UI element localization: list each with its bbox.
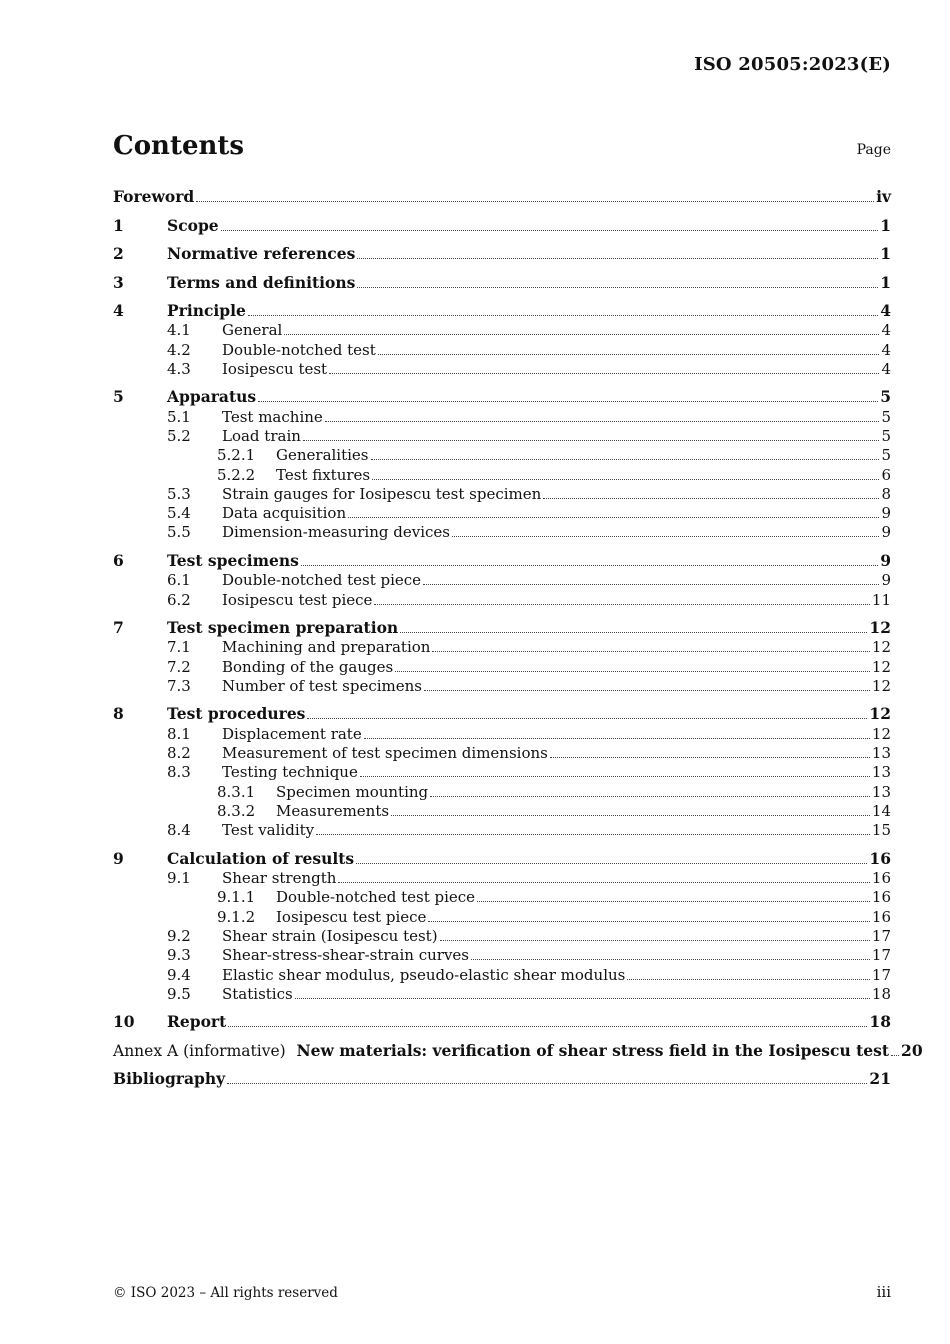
toc-entry-number: 9.4: [167, 965, 191, 984]
toc-entry-title: [222, 985, 293, 1003]
toc-entry-page: 1: [880, 272, 891, 292]
dot-leader: [325, 421, 880, 422]
toc-entry-title: [222, 763, 358, 781]
toc-entry[interactable]: [113, 589, 891, 608]
toc-entry[interactable]: [113, 464, 891, 483]
toc-entry-number: 6.1: [167, 571, 191, 590]
toc-entry[interactable]: [113, 781, 891, 800]
toc-entry-number: 7.1: [167, 638, 191, 657]
toc-entry-page: 9: [881, 523, 891, 542]
toc-entry[interactable]: [113, 386, 891, 406]
toc-entry-label: Load train: [222, 426, 301, 445]
toc-entry-number: 6.2: [167, 590, 191, 609]
toc-entry-label: New materials: verification of shear stress field in the Iosipescu test: [296, 1040, 890, 1060]
dot-leader: [372, 479, 879, 480]
toc-entry-number: 5: [113, 387, 124, 407]
toc-entry-number: 4: [113, 301, 124, 320]
toc-entry-label: Testing technique: [222, 763, 358, 782]
toc-entry-title: [222, 638, 430, 656]
toc-entry[interactable]: [113, 617, 891, 637]
dot-leader: [395, 671, 870, 672]
toc-entry-number: 9.1: [167, 869, 191, 888]
toc-entry[interactable]: [113, 926, 891, 945]
toc-entry-number: 5.2.2: [217, 465, 256, 484]
toc-entry-label: Test machine: [222, 407, 323, 426]
toc-entry-title: [167, 618, 398, 637]
dot-leader: [423, 584, 879, 585]
toc-entry-label: Principle: [167, 301, 246, 320]
toc-entry-title: [276, 888, 475, 906]
dot-leader: [356, 863, 867, 864]
toc-entry-label: Test procedures: [167, 704, 306, 724]
annex-prefix: Annex A (informative): [113, 1041, 286, 1060]
dot-leader: [329, 373, 879, 374]
toc-entry-number: 5.3: [167, 484, 191, 503]
dot-leader: [357, 258, 878, 259]
toc-entry-page: 4: [881, 321, 891, 340]
toc-entry[interactable]: [113, 300, 891, 320]
toc-entry-number: 8.3.2: [217, 801, 256, 820]
toc-entry-number: 8.3: [167, 763, 191, 782]
toc-entry-number: 4.2: [167, 340, 191, 359]
toc-entry-title: [222, 725, 362, 743]
toc-entry-title: [167, 849, 354, 868]
dot-leader: [248, 315, 878, 316]
toc-entry-number: 9.2: [167, 926, 191, 945]
toc-entry-page: 21: [869, 1069, 891, 1089]
toc-entry[interactable]: [113, 801, 891, 820]
toc-entry-page: 13: [871, 763, 891, 782]
dot-leader: [316, 834, 870, 835]
toc-entry[interactable]: [113, 1011, 891, 1031]
toc-entry-label: Shear strength: [222, 869, 337, 888]
toc-entry-label: Statistics: [222, 984, 293, 1003]
toc-entry-number: 9.1.2: [217, 907, 256, 926]
toc-entry-number: 5.5: [167, 523, 191, 542]
dot-leader: [228, 1026, 867, 1027]
dot-leader: [364, 738, 870, 739]
toc-entry-page: 5: [880, 387, 891, 407]
toc-entry-number: 1: [113, 215, 124, 235]
dot-leader: [428, 921, 869, 922]
toc-entry[interactable]: [113, 186, 891, 206]
toc-entry[interactable]: [113, 215, 891, 235]
toc-entry-page: 18: [871, 984, 891, 1003]
toc-entry-number: 3: [113, 272, 124, 292]
toc-entry-title: [222, 869, 336, 887]
toc-entry-page: 12: [871, 657, 891, 676]
toc-entry-number: 7: [113, 618, 124, 638]
toc-entry[interactable]: [113, 743, 891, 762]
toc-entry-number: 9.1.1: [217, 888, 256, 907]
toc-entry-title: [222, 658, 393, 676]
toc-entry-label: Test specimens: [167, 550, 299, 570]
toc-entry-page: 5: [881, 426, 891, 445]
toc-entry-title: [167, 1012, 226, 1031]
dot-leader: [221, 230, 879, 231]
dot-leader: [378, 354, 880, 355]
toc-entry-label: Shear-stress-shear-strain curves: [222, 946, 469, 965]
toc-entry-title: [167, 273, 355, 292]
toc-entry-number: 10: [113, 1012, 135, 1032]
dot-leader: [400, 632, 867, 633]
toc-entry-title: [222, 408, 323, 426]
toc-entry[interactable]: [113, 964, 891, 983]
toc-entry-title: [222, 744, 548, 762]
footer-page-number: iii: [876, 1283, 891, 1301]
toc-entry-page: 15: [871, 821, 891, 840]
footer-copyright: © ISO 2023 – All rights reserved: [113, 1285, 338, 1301]
toc-entry[interactable]: [113, 820, 891, 839]
toc-entry-title: [222, 427, 301, 445]
toc-entry[interactable]: [113, 1040, 923, 1060]
toc-entry-page: 16: [869, 848, 891, 868]
toc-entry-title: [167, 216, 219, 235]
page-title: Contents: [113, 131, 245, 161]
toc-entry-label: Measurement of test specimen dimensions: [222, 744, 548, 763]
toc-entry-title: [113, 1069, 225, 1088]
toc-entry-page: 14: [871, 801, 891, 820]
toc-entry-title: [222, 927, 438, 945]
toc-entry[interactable]: [113, 503, 891, 522]
toc-entry-page: 20: [901, 1040, 923, 1060]
toc-entry-title: [222, 504, 346, 522]
dot-leader: [550, 757, 870, 758]
toc-entry-title: [222, 591, 372, 609]
toc-entry-number: 8: [113, 704, 124, 724]
toc-entry[interactable]: [113, 656, 891, 675]
dot-leader: [477, 901, 870, 902]
toc-entry-page: 9: [880, 550, 891, 570]
toc-entry-number: 5.4: [167, 504, 191, 523]
toc-entry-label: Test validity: [222, 821, 315, 840]
toc-entry-label: Iosipescu test piece: [222, 590, 373, 609]
toc-entry-label: Terms and definitions: [167, 272, 356, 292]
toc-entry-label: Double-notched test: [222, 340, 376, 359]
toc-entry-title: [222, 341, 376, 359]
toc-entry-title: [222, 966, 625, 984]
toc-entry[interactable]: [113, 676, 891, 695]
toc-entry-number: 9.5: [167, 984, 191, 1003]
toc-entry-page: 8: [881, 484, 891, 503]
toc-entry-title: [276, 802, 389, 820]
dot-leader: [196, 201, 874, 202]
toc-entry-label: Generalities: [276, 446, 369, 465]
toc-entry-number: 6: [113, 550, 124, 570]
toc-entry-page: 16: [871, 869, 891, 888]
toc-entry-number: 4.1: [167, 321, 191, 340]
toc-entry-page: 18: [869, 1012, 891, 1032]
toc-entry-page: 13: [871, 782, 891, 801]
page-column-label: Page: [856, 142, 891, 158]
toc-entry[interactable]: [113, 703, 891, 723]
toc-entry-page: 9: [881, 504, 891, 523]
toc-entry-title: [222, 946, 469, 964]
toc-entry[interactable]: [113, 984, 891, 1003]
toc-entry[interactable]: [113, 426, 891, 445]
toc-entry-number: 8.2: [167, 744, 191, 763]
toc-entry[interactable]: [113, 484, 891, 503]
toc-entry-title: [167, 387, 256, 406]
toc-entry-label: Strain gauges for Iosipescu test specimen: [222, 484, 542, 503]
toc-entry-number: 9.3: [167, 946, 191, 965]
toc-entry-number: 8.1: [167, 724, 191, 743]
toc-entry-title: [222, 485, 541, 503]
toc-entry[interactable]: [113, 945, 891, 964]
toc-entry-page: 4: [881, 359, 891, 378]
toc-entry-label: Iosipescu test piece: [276, 907, 427, 926]
dot-leader: [227, 1083, 867, 1084]
toc-entry-number: 7.3: [167, 676, 191, 695]
toc-entry-page: 17: [871, 926, 891, 945]
toc-entry-page: 4: [880, 301, 891, 320]
toc-entry-title: [222, 523, 450, 541]
toc-entry-label: Normative references: [167, 244, 356, 263]
toc-entry-number: 8.3.1: [217, 782, 256, 801]
toc-entry-page: 4: [881, 340, 891, 359]
dot-leader: [357, 287, 878, 288]
toc-entry-page: 12: [871, 724, 891, 743]
toc-entry-page: 13: [871, 744, 891, 763]
toc-entry-page: 9: [881, 571, 891, 590]
toc-entry-label: Data acquisition: [222, 504, 347, 523]
toc-entry-page: 1: [880, 244, 891, 263]
dot-leader: [371, 459, 880, 460]
toc-entry-label: Apparatus: [167, 387, 257, 407]
toc-entry[interactable]: [113, 522, 891, 541]
toc-entry-number: 4.3: [167, 359, 191, 378]
dot-leader: [338, 882, 869, 883]
toc-entry-number: 7.2: [167, 657, 191, 676]
toc-entry-label: Dimension-measuring devices: [222, 523, 450, 542]
toc-entry[interactable]: [113, 359, 891, 378]
dot-leader: [284, 334, 879, 335]
toc-entry-page: 11: [871, 590, 891, 609]
dot-leader: [295, 998, 870, 999]
toc-entry-page: 12: [871, 638, 891, 657]
document-id: ISO 20505:2023(E): [694, 54, 891, 75]
dot-leader: [440, 940, 870, 941]
toc-entry-label: Iosipescu test: [222, 359, 328, 378]
dot-leader: [258, 401, 878, 402]
toc-entry[interactable]: [113, 339, 891, 358]
toc-entry-page: 17: [871, 965, 891, 984]
dot-leader: [543, 498, 879, 499]
toc-entry-label: Test specimen preparation: [167, 618, 399, 638]
toc-entry-label: Foreword: [113, 187, 195, 206]
toc-entry[interactable]: [113, 243, 891, 263]
toc-entry-label: Measurements: [276, 801, 390, 820]
toc-entry-title: [222, 677, 422, 695]
dot-leader: [307, 718, 867, 719]
toc-entry[interactable]: [113, 848, 891, 868]
dot-leader: [627, 979, 870, 980]
toc-entry-page: 1: [880, 215, 891, 235]
table-of-contents: [113, 186, 923, 1089]
dot-leader: [471, 959, 870, 960]
toc-entry[interactable]: [113, 723, 891, 742]
toc-entry-title: [113, 187, 194, 206]
toc-entry-number: 9: [113, 848, 124, 868]
dot-leader: [301, 565, 878, 566]
toc-entry-label: Scope: [167, 215, 219, 235]
toc-entry-page: 5: [881, 407, 891, 426]
dot-leader: [424, 690, 870, 691]
dot-leader: [360, 776, 870, 777]
toc-entry-page: iv: [876, 187, 891, 206]
toc-entry-title: [167, 704, 305, 723]
toc-entry-label: Report: [167, 1012, 227, 1032]
toc-entry-title: [167, 551, 299, 570]
toc-entry-title: [167, 244, 355, 263]
toc-entry[interactable]: [113, 906, 891, 925]
toc-entry-label: Double-notched test piece: [276, 888, 476, 907]
dot-leader: [430, 796, 870, 797]
dot-leader: [452, 536, 879, 537]
toc-entry[interactable]: [113, 550, 891, 570]
toc-entry[interactable]: [113, 406, 891, 425]
toc-entry-label: Calculation of results: [167, 848, 355, 868]
toc-entry-label: Test fixtures: [276, 465, 371, 484]
toc-entry-title: [113, 1041, 889, 1060]
toc-entry-page: 6: [881, 465, 891, 484]
toc-entry-title: [276, 466, 370, 484]
toc-entry-page: 16: [871, 888, 891, 907]
toc-entry[interactable]: [113, 272, 891, 292]
toc-entry-number: 5.2.1: [217, 446, 256, 465]
toc-entry-label: General: [222, 321, 283, 340]
toc-entry-title: [222, 321, 282, 339]
toc-entry-page: 16: [871, 907, 891, 926]
toc-entry[interactable]: [113, 762, 891, 781]
toc-entry-page: 12: [871, 676, 891, 695]
toc-entry-page: 17: [871, 946, 891, 965]
toc-entry-title: [167, 301, 246, 320]
toc-entry-title: [276, 446, 369, 464]
toc-entry-label: Machining and preparation: [222, 638, 431, 657]
toc-entry-label: Shear strain (Iosipescu test): [222, 926, 438, 945]
toc-entry[interactable]: [113, 570, 891, 589]
toc-entry-number: 2: [113, 244, 124, 263]
toc-entry-label: Bonding of the gauges: [222, 657, 394, 676]
toc-entry-title: [222, 821, 314, 839]
toc-entry[interactable]: [113, 1068, 891, 1088]
toc-entry-label: Double-notched test piece: [222, 571, 422, 590]
toc-entry-number: 5.1: [167, 407, 191, 426]
dot-leader: [303, 440, 880, 441]
dot-leader: [374, 604, 869, 605]
dot-leader: [432, 651, 869, 652]
toc-entry-title: [222, 360, 327, 378]
toc-entry-title: [222, 571, 421, 589]
toc-entry[interactable]: [113, 445, 891, 464]
toc-entry-title: [276, 783, 428, 801]
toc-entry[interactable]: [113, 887, 891, 906]
toc-entry-label: Number of test specimens: [222, 676, 423, 695]
dot-leader: [391, 815, 870, 816]
toc-entry-label: Displacement rate: [222, 724, 362, 743]
toc-entry-page: 5: [881, 446, 891, 465]
dot-leader: [348, 517, 879, 518]
toc-entry-label: Specimen mounting: [276, 782, 429, 801]
toc-entry[interactable]: [113, 868, 891, 887]
toc-entry-page: 12: [869, 704, 891, 724]
toc-entry-number: 8.4: [167, 821, 191, 840]
toc-entry[interactable]: [113, 637, 891, 656]
toc-entry-title: [276, 908, 426, 926]
toc-entry-label: Elastic shear modulus, pseudo-elastic shear modulus: [222, 965, 626, 984]
dot-leader: [891, 1055, 899, 1056]
toc-entry-number: 5.2: [167, 426, 191, 445]
toc-entry[interactable]: [113, 320, 891, 339]
toc-entry-page: 12: [869, 618, 891, 638]
toc-entry-label: Bibliography: [113, 1069, 226, 1089]
